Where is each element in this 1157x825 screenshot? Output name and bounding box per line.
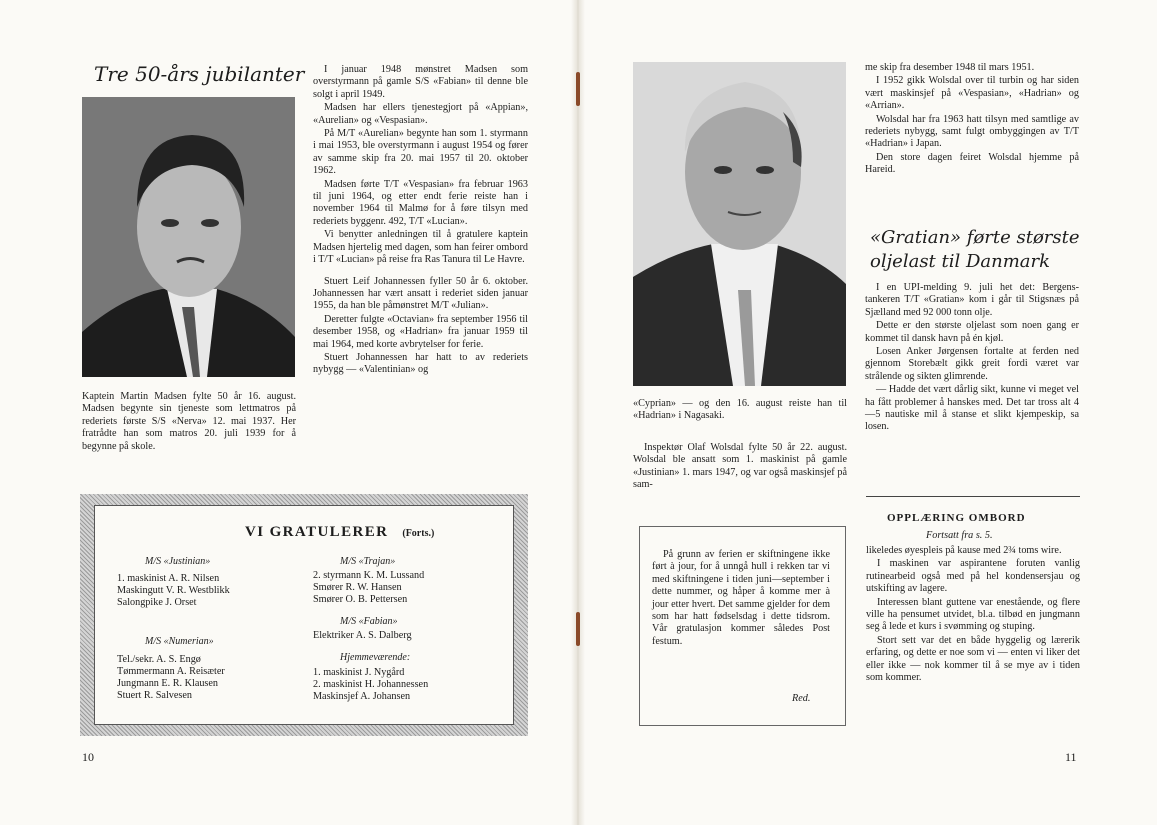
gratulerer-title-text: VI GRATULERER <box>245 524 389 540</box>
paragraph: I 1952 gikk Wolsdal over til turbin og har siden vært maskinsjef på «Vespasian», «Hadrian» og «Arrian». <box>865 75 1079 112</box>
paragraph: likeledes øyespleis på kause med 2¾ toms wire. <box>866 545 1062 556</box>
page-number-right: 11 <box>1065 750 1077 764</box>
paragraph: Stuert Leif Johannessen fyller 50 år 6. oktober. Johannessen har vært ansatt i rederiet siden januar 1955, da han ble påmønstret M/T «Julian». <box>313 275 528 312</box>
group-head-numerian: M/S «Numerian» <box>145 636 214 647</box>
paragraph: Interessen blant guttene var enestående, og flere ville ha pensumet utvidet, bl.a. tilbød en jungmann seg å lede et kurs i svømming og stuping. <box>866 596 1080 633</box>
opplaering-article <box>866 545 1080 684</box>
paragraph: I en UPI-melding 9. juli het det: Bergens-tankeren T/T «Gratian» kom i går til Stigsnæs på Sjælland med 92 000 tonn olje. <box>865 282 1079 318</box>
editor-signature: Red. <box>792 693 811 704</box>
group-list-numerian <box>117 654 225 702</box>
list-item: Maskingutt V. R. Westblikk <box>117 585 230 596</box>
list-item: Jungmann E. R. Klausen <box>117 678 219 689</box>
list-item: Smører R. W. Hansen <box>313 582 402 593</box>
editor-note-box <box>639 526 846 726</box>
paragraph: I maskinen var aspirantene foruten vanlig rutinearbeid også med på hel kondensersjau og utskifting av lagere. <box>866 558 1080 595</box>
paragraph: Madsen førte T/T «Vespasian» fra februar 1963 til juni 1964, og etter endt ferie reiste han i november 1964 til Malmø for å føre tilsyn med rederiets byggenr. 492, T/T «Lucian». <box>313 178 528 227</box>
wolsdal-intro <box>633 442 847 492</box>
paragraph: På M/T «Aurelian» begynte han som 1. styrmann i mai 1953, ble overstyrmann i august 1954 og fører av samme skip fra 20. mai 1957 til 20. oktober 1962. <box>313 128 528 177</box>
list-item: 1. maskinist A. R. Nilsen <box>117 573 220 584</box>
gratulerer-box <box>80 494 528 736</box>
portrait-photo-wolsdal <box>633 62 846 386</box>
gratian-article <box>865 282 1079 434</box>
list-item: Smører O. B. Pettersen <box>313 594 408 605</box>
list-item: Stuert R. Salvesen <box>117 690 192 701</box>
group-head-trajan: M/S «Trajan» <box>340 556 396 567</box>
paragraph: Vi benytter anledningen til å gratulere kaptein Madsen hjertelig med dagen, som han feirer ombord i T/T «Lucian» på reise fra Ras Tanura til Le Havre. <box>313 229 528 266</box>
gratian-title-line2: oljelast til Danmark <box>870 251 1051 272</box>
paragraph: På grunn av ferien er skiftningene ikke ført à jour, for å unngå hull i rekken tar vi med skiftningene i tiden juni—september i dette nummer, og håper å komme mer à jour etter hvert. Det samme gjelder for dem som har hatt fødselsdag i dette tidsrom. Vår gratulasjon kommer således Post festum. <box>652 549 830 647</box>
group-list-trajan <box>313 570 424 606</box>
paragraph: Den store dagen feiret Wolsdal hjemme på Hareid. <box>865 151 1079 176</box>
paragraph: Madsen har ellers tjenestegjort på «Appian», «Aurelian» og «Vespasian». <box>313 102 528 126</box>
gratulerer-forts: (Forts.) <box>402 528 435 539</box>
gratulerer-title <box>245 524 434 541</box>
list-item: Tømmermann A. Reisæter <box>117 666 225 677</box>
portrait-photo-madsen <box>82 97 295 377</box>
paragraph: Stort sett var det en både hyggelig og lærerik erfaring, og dette er noe som vi — enten vi liker det eller ikke — nok kommer til å se mye av i tiden som kommer. <box>866 634 1080 684</box>
list-item: Salongpike J. Orset <box>117 597 197 608</box>
opplaering-title: OPPLÆRING OMBORD <box>887 512 1026 524</box>
gratulerer-inner <box>94 505 514 725</box>
group-list-hjemmevaerende <box>313 667 428 703</box>
book-spine <box>571 0 585 825</box>
paragraph: Losen Anker Jørgensen fortalte at ferden ned gjennom Storebælt gikk greit fordi været var strålende og sikten glimrende. <box>865 346 1079 382</box>
paragraph: Stuert Johannessen har hatt to av rederiets nybygg — «Valentinian» og <box>313 351 528 376</box>
paragraph: — Hadde det vært dårlig sikt, kunne vi meget vel ha fått problemer å hanskes med. Det tar tross alt 4—5 nautiske mil å stanse et slikt kjempeskip, sa losen. <box>865 384 1079 433</box>
paragraph: Dette er den største oljelast som noen gang er kommet til dansk havn på én kjøl. <box>865 320 1079 344</box>
group-head-justinian: M/S «Justinian» <box>145 556 211 567</box>
group-head-hjemmevaerende: Hjemmeværende: <box>340 652 411 663</box>
list-item: 2. styrmann K. M. Lussand <box>313 570 425 581</box>
divider <box>866 496 1080 497</box>
paragraph: I januar 1948 mønstret Madsen som overstyrmann på gamle S/S «Fabian» til denne ble solgt i april 1949. <box>313 64 528 100</box>
list-item: Maskinsjef A. Johansen <box>313 691 411 702</box>
column-madsen-continued <box>313 64 528 377</box>
paragraph: Inspektør Olaf Wolsdal fylte 50 år 22. august. Wolsdal ble ansatt som 1. maskinist på gamle «Justinian» 1. mars 1947, og var også maskinsjef på sam- <box>633 442 847 491</box>
paragraph: Deretter fulgte «Octavian» fra september 1956 til desember 1958, og «Hadrian» fra januar 1959 til mai 1964, med korte avbrytelser for ferie. <box>313 313 528 350</box>
group-list-justinian <box>117 573 230 609</box>
staple-bottom <box>576 612 580 646</box>
group-list-fabian <box>313 630 412 642</box>
caption-madsen: Kaptein Martin Madsen fylte 50 år 16. august. Madsen begynte sin tjeneste som lettmatros på rederiets første S/S «Nerva» 12. mai 1937. Her fratrådte han som matros 20. juli 1939 for å begynne på skole. <box>82 391 296 452</box>
editor-note-text <box>652 549 830 648</box>
list-item: Tel./sekr. A. S. Engø <box>117 654 201 665</box>
gratian-title <box>870 226 1080 274</box>
gratian-title-line1: «Gratian» førte største <box>870 227 1080 248</box>
list-item: 2. maskinist H. Johannessen <box>313 679 429 690</box>
list-item: Elektriker A. S. Dalberg <box>313 630 412 641</box>
column-wolsdal-continued <box>865 62 1079 177</box>
paragraph: me skip fra desember 1948 til mars 1951. <box>865 62 1035 73</box>
list-item: 1. maskinist J. Nygård <box>313 667 405 678</box>
page-number-left: 10 <box>82 750 94 764</box>
group-head-fabian: M/S «Fabian» <box>340 616 398 627</box>
article-title: Tre 50-års jubilanter <box>94 62 305 86</box>
opplaering-subtitle: Fortsatt fra s. 5. <box>926 530 993 541</box>
paragraph: Wolsdal har fra 1963 hatt tilsyn med samtlige av rederiets nybygg, samt fulgt ombyggingen av T/T «Hadrian» i Japan. <box>865 113 1079 150</box>
caption-wolsdal-photo: «Cyprian» — og den 16. august reiste han til «Hadrian» i Nagasaki. <box>633 398 847 422</box>
staple-top <box>576 72 580 106</box>
